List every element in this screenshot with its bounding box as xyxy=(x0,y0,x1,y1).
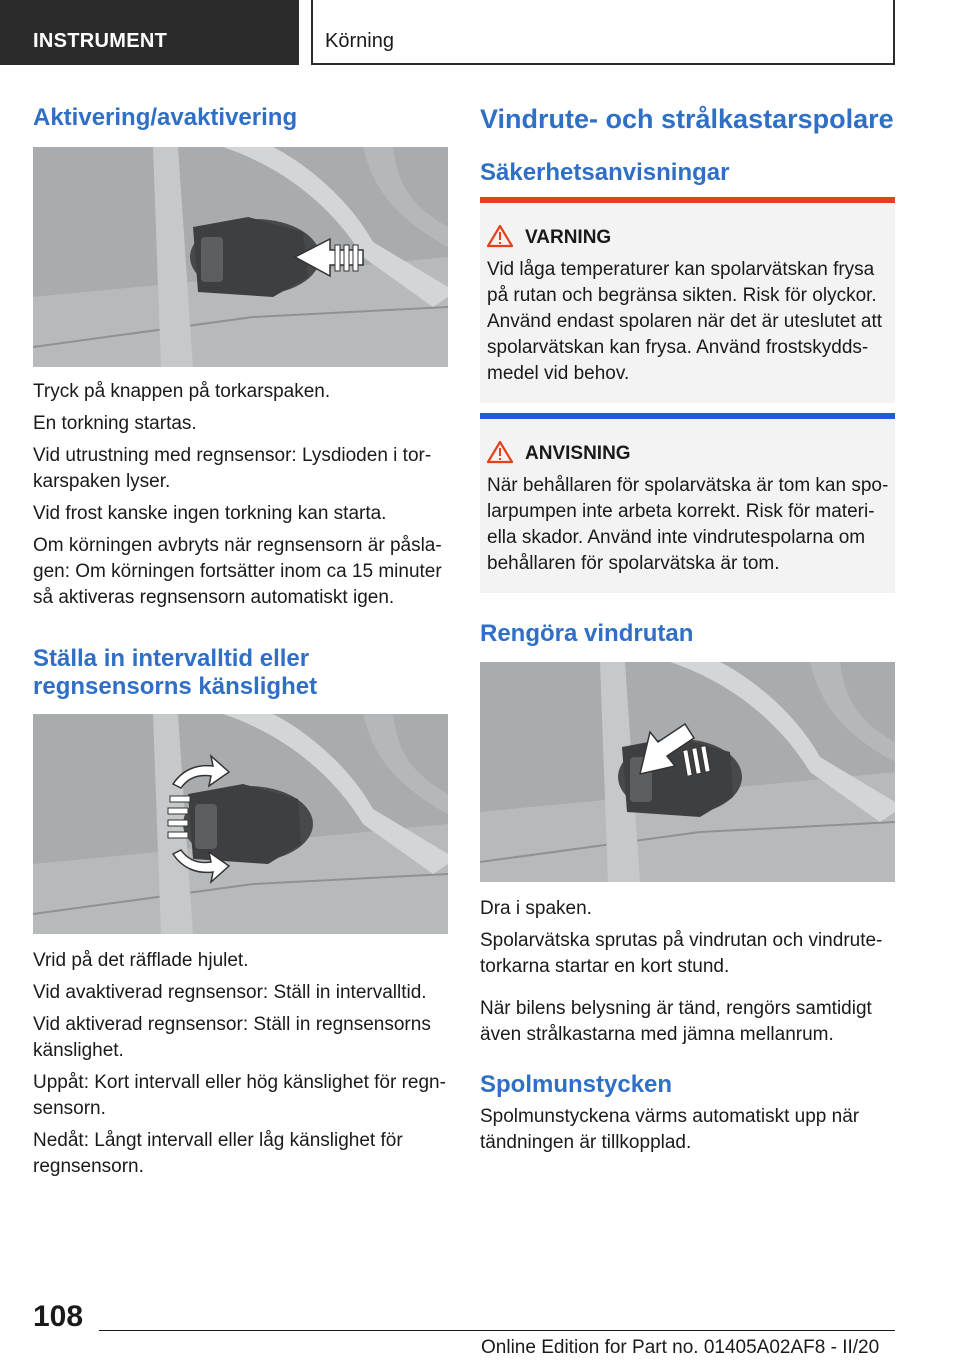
text-line: ella skador. Använd inte vindrutespolarna om xyxy=(487,527,866,548)
text-line: medel vid behov. xyxy=(487,363,630,384)
text-line: även strålkastarna med jämna mellanrum. xyxy=(480,1024,834,1045)
text-line: känslighet. xyxy=(33,1040,124,1061)
heading-vindrute: Vindrute- och strålkastarspolare xyxy=(480,104,894,134)
text-line: så aktiveras regnsensorn automatiskt igen. xyxy=(33,587,395,608)
figure-wiper-wheel xyxy=(33,714,448,934)
header-section-label: INSTRUMENT xyxy=(33,30,168,52)
notice-bar xyxy=(480,413,895,419)
notice-box xyxy=(480,413,895,593)
right-text-block xyxy=(480,896,900,1048)
header-chapter-frame xyxy=(311,0,895,65)
text-line: När bilens belysning är tänd, rengörs samtidigt xyxy=(480,998,872,1019)
text-line: Vid aktiverad regnsensor: Ställ in regnsensorns xyxy=(33,1014,431,1035)
heading-sakerhet: Säkerhetsanvisningar xyxy=(480,159,730,186)
text-line: behållaren för spolarvätska är tom. xyxy=(487,553,780,574)
text-line: Spolmunstyckena värms automatiskt upp när xyxy=(480,1106,860,1127)
text-line: regnsensorn. xyxy=(33,1156,144,1177)
text-line: Uppåt: Kort intervall eller hög känslighet för regn- xyxy=(33,1072,446,1093)
text-line: larpumpen inte arbeta korrekt. Risk för materi- xyxy=(487,501,875,522)
warning-box xyxy=(480,197,895,403)
text-line: Tryck på knappen på torkarspaken. xyxy=(33,381,331,402)
heading-line: regnsensorns känslighet xyxy=(33,673,318,700)
text-line: Vid avaktiverad regnsensor: Ställ in intervalltid. xyxy=(33,982,427,1003)
notice-title: ANVISNING xyxy=(525,443,631,464)
footer-edition: Online Edition for Part no. 01405A02AF8 - II/20 xyxy=(481,1337,880,1358)
header-chapter-label: Körning xyxy=(325,30,394,52)
heading-rengora: Rengöra vindrutan xyxy=(480,620,694,647)
figure-wiper-button xyxy=(33,147,448,367)
warning-title: VARNING xyxy=(525,227,612,248)
footer-divider xyxy=(99,1330,895,1331)
text-line: sensorn. xyxy=(33,1098,106,1119)
text-line: Vid utrustning med regnsensor: Lysdioden i tor- xyxy=(33,445,432,466)
text-line: spolarvätskan kan frysa. Använd frostskydds- xyxy=(487,337,869,358)
left-text-block-2 xyxy=(33,948,453,1180)
text-line: gen: Om körningen fortsätter inom ca 15 minuter xyxy=(33,561,442,582)
warning-body xyxy=(487,257,890,387)
text-line: Om körningen avbryts när regnsensorn är påsla- xyxy=(33,535,442,556)
text-line: tändningen är tillkopplad. xyxy=(480,1132,692,1153)
header-section-tab xyxy=(0,0,299,65)
text-line: En torkning startas. xyxy=(33,413,197,434)
heading-intervalltid xyxy=(33,645,448,701)
text-line: Använd endast spolaren när det är uteslutet att xyxy=(487,311,883,332)
text-line: Vid låga temperaturer kan spolarvätskan frysa xyxy=(487,259,875,280)
text-line: Dra i spaken. xyxy=(480,898,592,919)
text-line: torkarna startar en kort stund. xyxy=(480,956,730,977)
spolmunstycken-text xyxy=(480,1104,900,1156)
text-line: Vrid på det räfflade hjulet. xyxy=(33,950,249,971)
text-line: Vid frost kanske ingen torkning kan starta. xyxy=(33,503,387,524)
left-text-block-1 xyxy=(33,379,453,611)
warning-triangle-icon xyxy=(487,224,513,248)
text-line: karspaken lyser. xyxy=(33,471,171,492)
heading-aktivering: Aktivering/avaktivering xyxy=(33,104,298,131)
text-line: När behållaren för spolarvätska är tom kan spo- xyxy=(487,475,889,496)
page-number: 108 xyxy=(33,1300,84,1333)
notice-body xyxy=(487,473,890,577)
heading-spolmunstycken: Spolmunstycken xyxy=(480,1071,673,1098)
text-line: Spolarvätska sprutas på vindrutan och vindrute- xyxy=(480,930,883,951)
figure-wiper-pull xyxy=(480,662,895,882)
text-line: på rutan och begränsa sikten. Risk för olyckor. xyxy=(487,285,877,306)
text-line: Nedåt: Långt intervall eller låg känslighet för xyxy=(33,1130,403,1151)
warning-bar xyxy=(480,197,895,203)
heading-line: Ställa in intervalltid eller xyxy=(33,645,310,672)
notice-triangle-icon xyxy=(487,440,513,464)
